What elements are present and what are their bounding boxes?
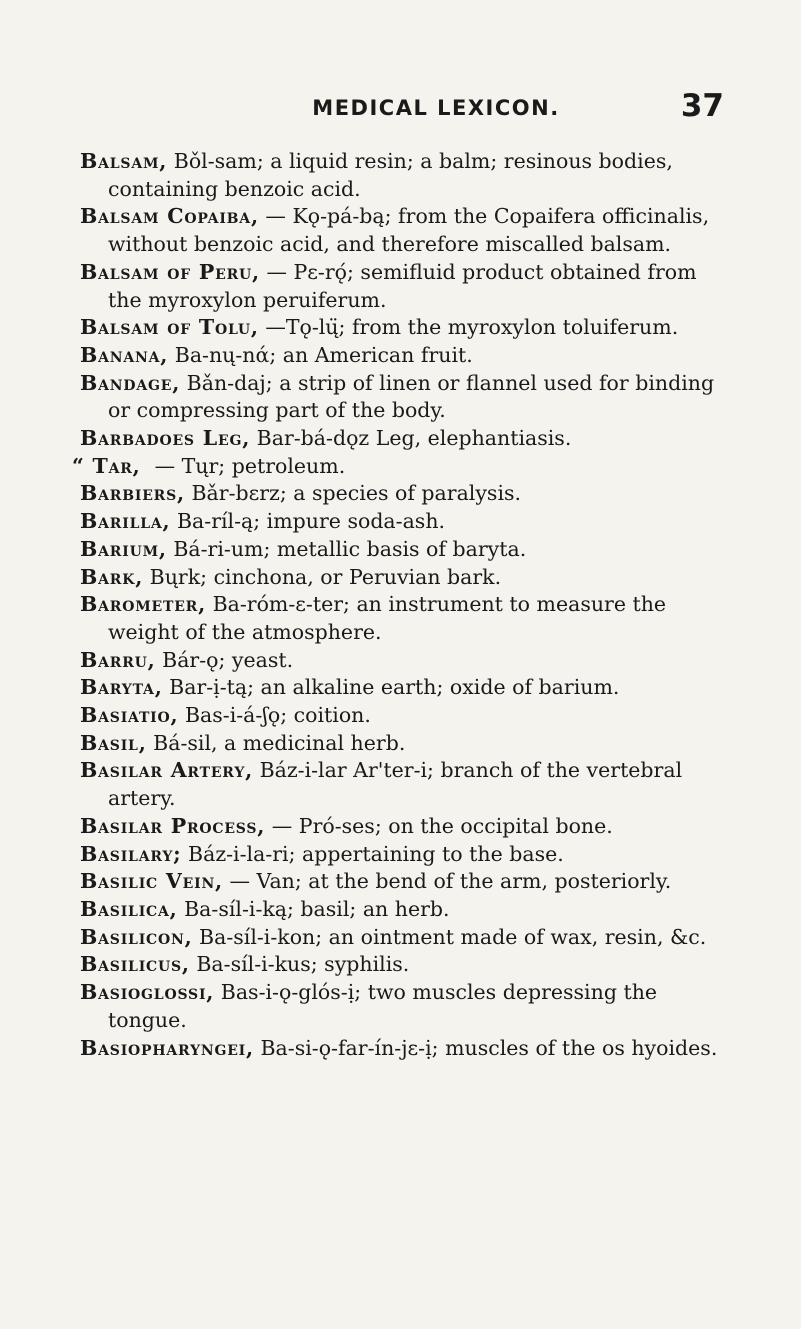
lexicon-entry [80,702,728,730]
entry-headword: Basilicon, [80,924,193,949]
lexicon-entry [80,148,728,203]
lexicon-entry [80,1035,728,1063]
lexicon-entry [80,979,728,1034]
lexicon-entry [80,370,728,425]
lexicon-entry [80,924,728,952]
entry-definition: Ba-síl-i-kus; syphilis. [189,952,410,977]
lexicon-entry [80,259,728,314]
lexicon-entry [80,674,728,702]
entry-headword: Basil, [80,730,147,755]
entry-definition: Báz-i-la-ri; appertaining to the base. [181,841,564,866]
entry-definition: Ba-ríl-ą; impure soda-ash. [170,509,446,534]
lexicon-entry [80,951,728,979]
entry-definition: Ba-nų-nά; an American fruit. [168,342,473,367]
lexicon-entry [80,841,728,869]
entry-definition: Bas-i-ǫ-glós-ị; two muscles depressing the tongue. [108,980,658,1032]
entry-definition: Ba-síl-i-kon; an ointment made of wax, resin, &c. [192,924,707,949]
entry-definition: Bar-bá-dǫz Leg, elephantiasis. [250,426,572,451]
entry-definition: — Pɛ-rǫ́; semifluid product obtained from the myroxylon peruiferum. [108,259,697,312]
entry-headword: Barru, [80,647,156,672]
lexicon-entry [80,564,728,592]
entry-headword: Baryta, [80,675,163,700]
entry-definition: Bá-sil, a medicinal herb. [146,730,406,755]
entry-definition: Báz-i-lar Ar'ter-i; branch of the vertebral artery. [108,758,683,811]
entry-headword: Basilicus, [80,952,190,977]
entry-headword: Basilar Process, [80,813,266,838]
entry-headword: Basilic Vein, [80,869,223,894]
entry-headword: Bandage, [80,370,181,395]
entry-definition: Bǒl-sam; a liquid resin; a balm; resinous bodies, containing benzoic acid. [108,149,673,201]
lexicon-entry [80,480,728,508]
entry-definition: Bǎr-bɛrz; a species of paralysis. [184,481,522,506]
entry-headword: Barbiers, [80,481,185,506]
entry-headword: Basiopharyngei, [80,1035,254,1060]
lexicon-entry [80,314,728,342]
entry-headword: Barilla, [80,509,171,534]
entry-definition: Bar-ị-tą; an alkaline earth; oxide of barium. [162,675,620,700]
entry-definition: — Pró-ses; on the occipital bone. [265,813,613,838]
entry-headword: Balsam of Peru, [80,259,260,284]
entry-definition: Ba-síl-i-ką; basil; an herb. [177,896,450,921]
entry-definition: — Van; at the bend of the arm, posteriorly. [222,869,672,894]
entry-headword: Barium, [80,536,167,561]
lexicon-entry [80,508,728,536]
lexicon-entry [80,591,728,646]
entry-definition: —Tǫ-lų̈; from the myroxylon toluiferum. [258,315,679,340]
entry-definition: Bǎn-daj; a strip of linen or flannel used for binding or compressing part of the body. [108,370,715,423]
entry-headword: “ Tar, [72,453,141,478]
entry-headword: Balsam of Tolu, [80,315,259,340]
entry-headword: Balsam, [80,149,168,173]
lexicon-entry [80,896,728,924]
lexicon-entry [80,536,728,564]
entry-definition: — Tųr; petroleum. [148,453,346,478]
entry-list [72,148,728,1062]
entry-headword: Basilica, [80,896,178,921]
entry-headword: Banana, [80,342,169,367]
lexicon-entry [80,813,728,841]
entry-definition: Bas-i-á-ʃǫ; coition. [178,703,371,728]
page-number: 37 [680,88,724,124]
entry-definition: — Kǫ-pá-bą; from the Copaifera officinalis, without benzoic acid, and therefore miscalled balsam. [108,204,710,257]
lexicon-entry [80,868,728,896]
lexicon-entry [80,203,728,258]
lexicon-entry [80,757,728,812]
entry-headword: Bark, [80,564,144,589]
entry-headword: Basioglossi, [80,980,215,1005]
entry-headword: Barometer, [80,592,207,617]
page-header [84,88,724,136]
entry-definition: Ba-si-ǫ-far-ín-jɛ-ị; muscles of the os hyoides. [253,1035,718,1060]
entry-definition: Ba-róm-ɛ-ter; an instrument to measure the weight of the atmosphere. [108,592,667,644]
lexicon-entry [72,453,728,481]
lexicon-entry [80,425,728,453]
entry-headword: Balsam Copaiba, [80,204,259,229]
entry-definition: Bár-ǫ; yeast. [155,647,294,672]
running-title: MEDICAL LEXICON. [312,96,560,120]
entry-headword: Basiatio, [80,703,179,728]
entry-headword: Basilary; [80,841,182,866]
lexicon-entry [80,730,728,758]
entry-headword: Basilar Artery, [80,758,254,783]
lexicon-entry [80,342,728,370]
entry-definition: Bá-ri-um; metallic basis of baryta. [166,536,527,561]
entry-headword: Barbadoes Leg, [80,426,251,451]
lexicon-entry [80,647,728,675]
entry-definition: Bųrk; cinchona, or Peruvian bark. [143,564,502,589]
